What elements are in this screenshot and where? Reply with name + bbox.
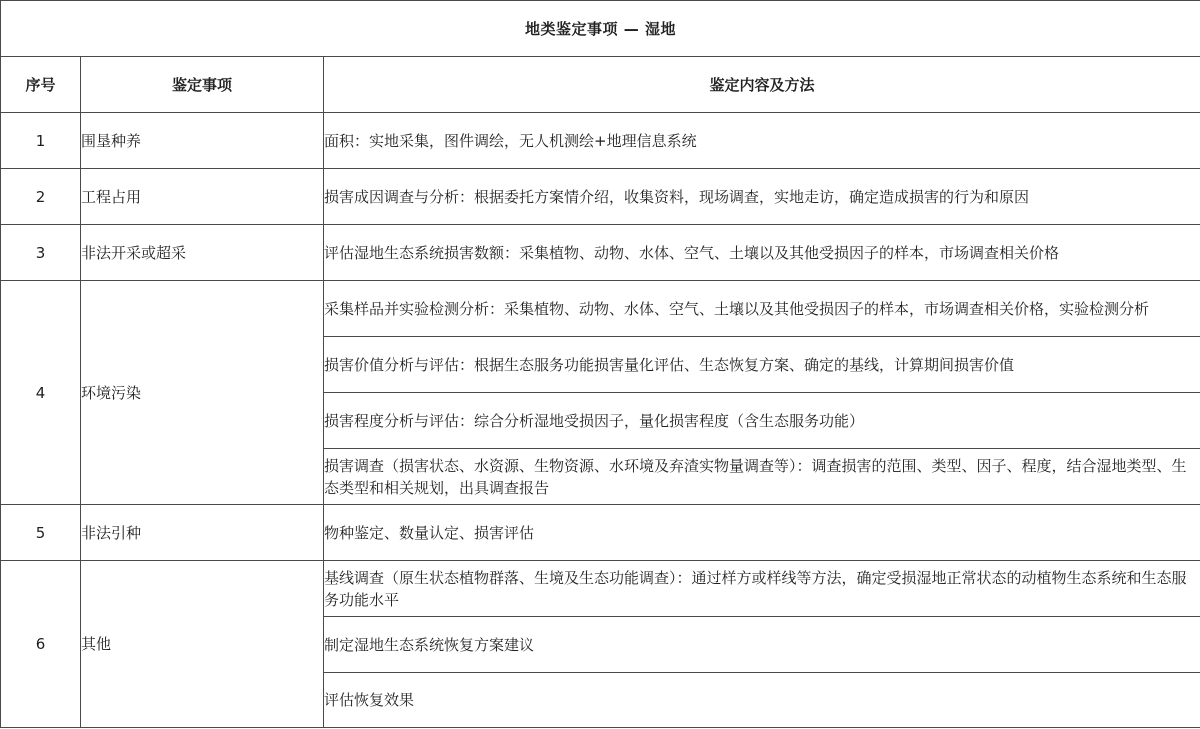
table-row: [1, 281, 1200, 337]
row-content: 制定湿地生态系统恢复方案建议: [324, 617, 1200, 673]
row-item: 环境污染: [81, 281, 324, 505]
header-item: 鉴定事项: [81, 57, 324, 113]
row-item: 非法开采或超采: [81, 225, 324, 281]
row-item: 工程占用: [81, 169, 324, 225]
row-content: 损害价值分析与评估：根据生态服务功能损害量化评估、生态恢复方案、确定的基线，计算期间损害价值: [324, 337, 1200, 393]
row-seq: 1: [1, 113, 81, 169]
row-item: 围垦种养: [81, 113, 324, 169]
table-row: [1, 561, 1200, 617]
header-content: 鉴定内容及方法: [324, 57, 1200, 113]
row-seq: 3: [1, 225, 81, 281]
table-row: [1, 169, 1200, 225]
row-content: 评估湿地生态系统损害数额：采集植物、动物、水体、空气、土壤以及其他受损因子的样本，市场调查相关价格: [324, 225, 1200, 281]
row-content: 基线调查（原生状态植物群落、生境及生态功能调查）：通过样方或样线等方法，确定受损湿地正常状态的动植物生态系统和生态服务功能水平: [324, 561, 1200, 617]
row-content: 损害调查（损害状态、水资源、生物资源、水环境及弃渣实物量调查等）：调查损害的范围、类型、因子、程度，结合湿地类型、生态类型和相关规划，出具调查报告: [324, 449, 1200, 505]
row-seq: 5: [1, 505, 81, 561]
row-content: 采集样品并实验检测分析：采集植物、动物、水体、空气、土壤以及其他受损因子的样本，市场调查相关价格，实验检测分析: [324, 281, 1200, 337]
header-seq: 序号: [1, 57, 81, 113]
row-item: 非法引种: [81, 505, 324, 561]
row-content: 评估恢复效果: [324, 673, 1200, 728]
row-item: 其他: [81, 561, 324, 728]
row-seq: 2: [1, 169, 81, 225]
table-row: [1, 505, 1200, 561]
table-title: 地类鉴定事项 — 湿地: [1, 1, 1200, 57]
row-content: 物种鉴定、数量认定、损害评估: [324, 505, 1200, 561]
row-content: 损害成因调查与分析：根据委托方案情介绍，收集资料，现场调查，实地走访，确定造成损害的行为和原因: [324, 169, 1200, 225]
table-row: [1, 225, 1200, 281]
row-seq: 6: [1, 561, 81, 728]
table-row: [1, 113, 1200, 169]
row-content: 损害程度分析与评估：综合分析湿地受损因子，量化损害程度（含生态服务功能）: [324, 393, 1200, 449]
row-content: 面积：实地采集，图件调绘，无人机测绘+地理信息系统: [324, 113, 1200, 169]
row-seq: 4: [1, 281, 81, 505]
